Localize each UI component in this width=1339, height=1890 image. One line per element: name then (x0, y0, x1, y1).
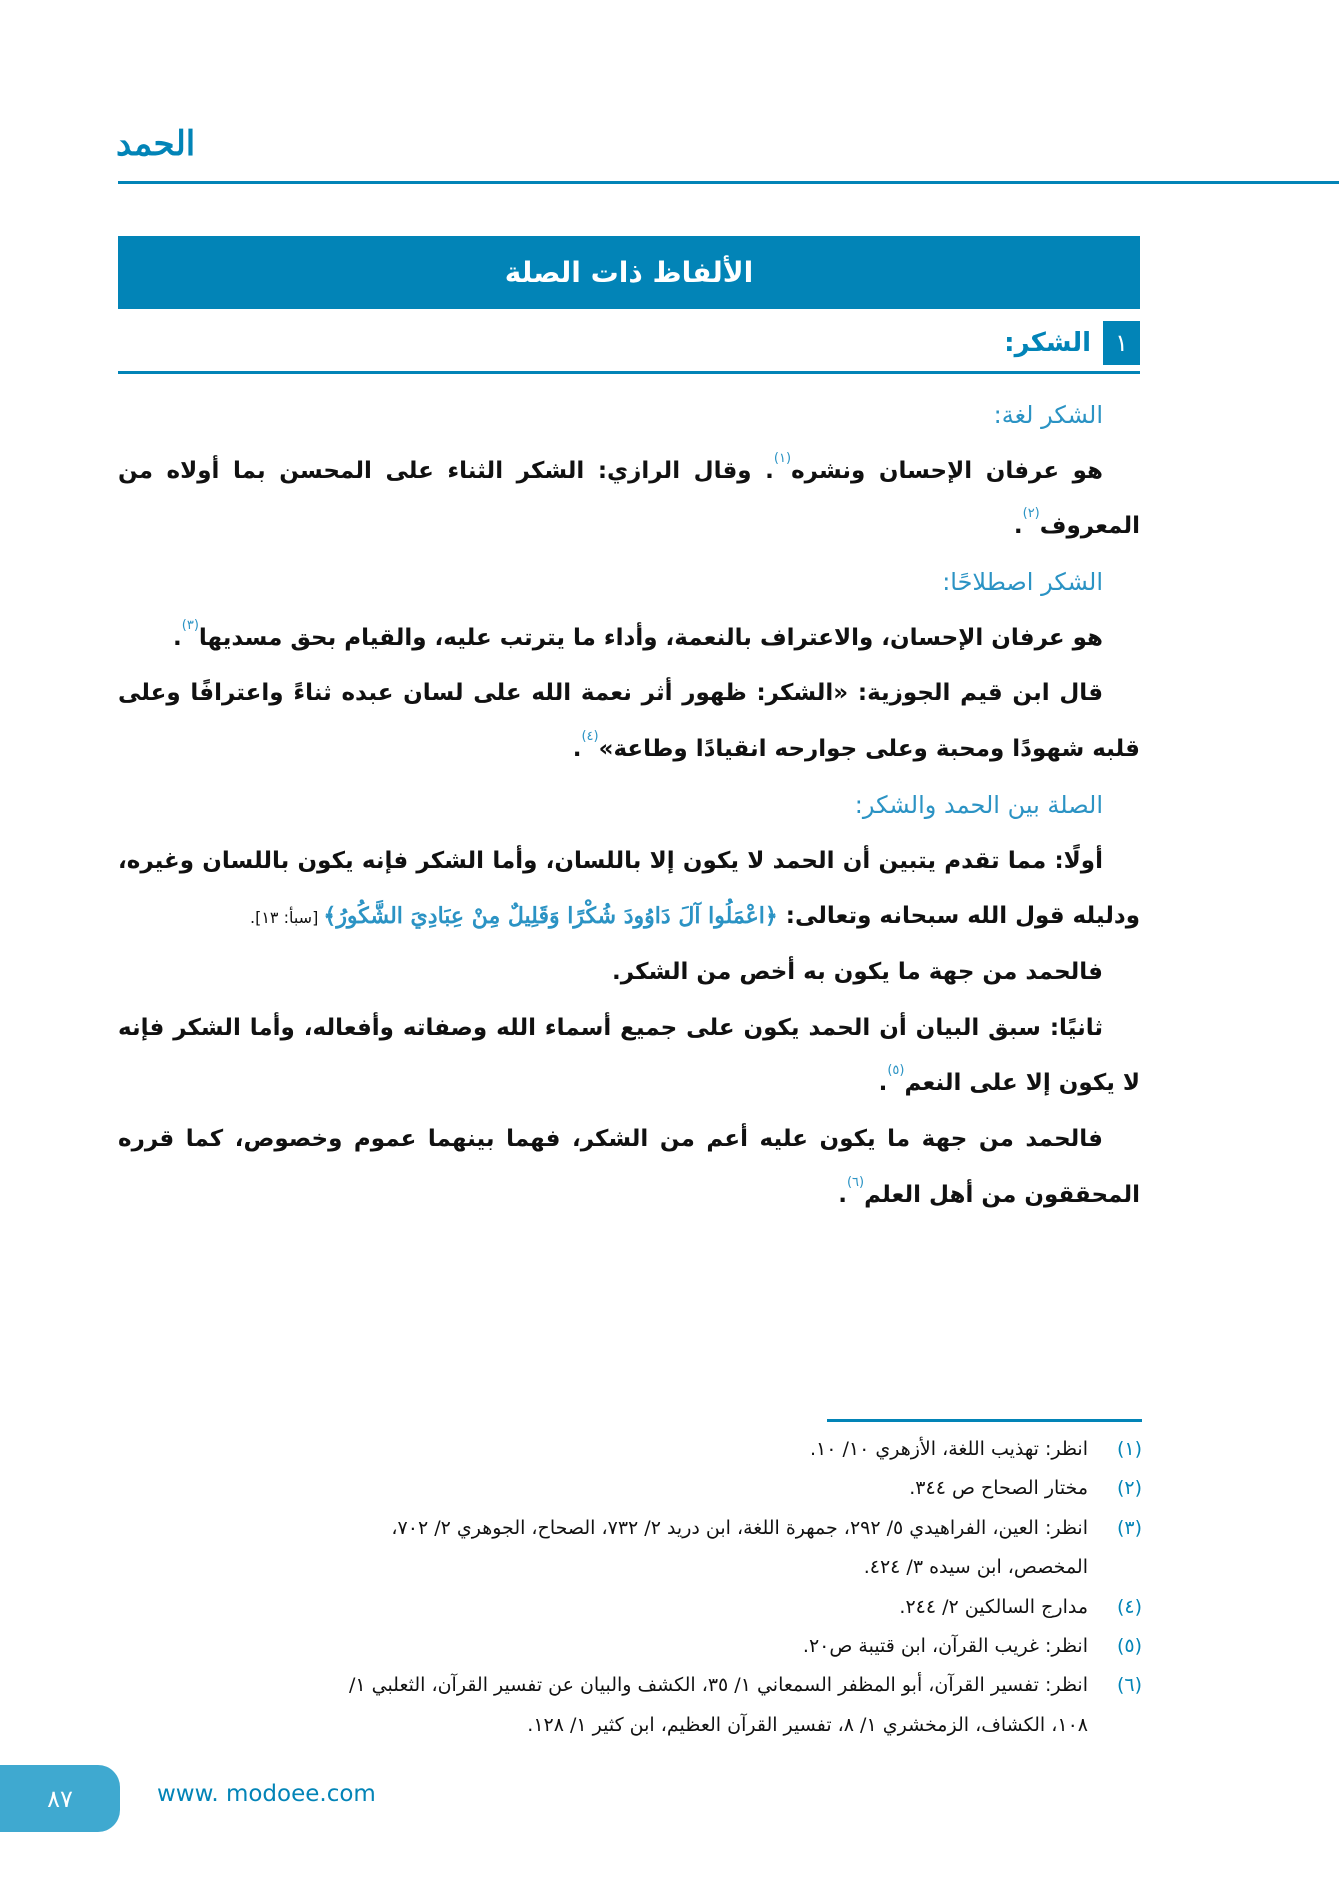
text-line (118, 611, 1140, 667)
text: هو عرفان الإحسان ونشره (791, 457, 1103, 484)
header-rule (118, 181, 1339, 184)
text-line (118, 1168, 1140, 1224)
text-line (118, 1056, 1140, 1112)
footnote-number: (٢) (1116, 1477, 1142, 1500)
footnote-number: (١) (1116, 1438, 1142, 1460)
text: المعروف (1039, 513, 1140, 540)
text: . (572, 736, 582, 763)
text: هو عرفان الإحسان، والاعتراف بالنعمة، وأداء ما يترتب عليه، والقيام بحق مسديها (198, 624, 1103, 651)
text: . (173, 624, 182, 651)
text: ودليله قول الله سبحانه وتعالى: (777, 903, 1140, 930)
banner-title: الألفاظ ذات الصلة (504, 256, 754, 289)
heading-technical: الشكر اصطلاحًا: (942, 568, 1103, 597)
text: . (878, 1070, 888, 1097)
footnote-text: مدارج السالكين ٢/ ٢٤٤. (899, 1595, 1088, 1618)
text: لا يكون إلا على النعم (904, 1070, 1140, 1097)
footnote-text: انظر: تفسير القرآن، أبو المظفر السمعاني ١/ ٣٥، الكشف والبيان عن تفسير القرآن، الثعلبي ١/ (348, 1674, 1088, 1697)
verse-citation: [سبأ: ١٣]. (249, 908, 324, 928)
footnote (118, 1469, 1142, 1508)
text-line: أولًا: مما تقدم يتبين أن الحمد لا يكون إلا باللسان، وأما الشكر فإنه يكون باللسان وغيره، (118, 847, 1103, 874)
footnote-text: ١٠٨، الكشاف، الزمخشري ١/ ٨، تفسير القرآن العظيم، ابن كثير ١/ ١٢٨. (527, 1713, 1088, 1736)
footnote (118, 1627, 1142, 1666)
footnote-ref[interactable]: (٥) (887, 1063, 905, 1079)
text-line: فالحمد من جهة ما يكون عليه أعم من الشكر، فهما بينهما عموم وخصوص، كما قرره (118, 1125, 1103, 1152)
subsection-title: الشكر: (1004, 328, 1091, 358)
body-text (118, 388, 1140, 1223)
website-link[interactable]: www. modoee.com (157, 1781, 376, 1807)
footnote-text: مختار الصحاح ص ٣٤٤. (909, 1477, 1088, 1500)
subsection-number: ١ (1103, 321, 1140, 365)
subsection-header (118, 321, 1140, 365)
footnote (118, 1509, 1142, 1588)
subsection-rule (118, 371, 1140, 374)
chapter-logo: الحمد (116, 124, 196, 164)
footnote-number: (٣) (1116, 1516, 1142, 1539)
heading-linguistic: الشكر لغة: (993, 401, 1103, 429)
page-number-tab (0, 1765, 120, 1832)
text: قلبه شهودًا ومحبة وعلى جوارحه انقيادًا وطاعة» (598, 736, 1140, 763)
text-line: ثانيًا: سبق البيان أن الحمد يكون على جميع أسماء الله وصفاته وأفعاله، وأما الشكر فإنه (118, 1014, 1103, 1041)
text: المحققون من أهل العلم (864, 1181, 1140, 1208)
text: . وقال الرازي: الشكر الثناء على المحسن بما أولاه من (118, 457, 774, 484)
footnote-ref[interactable]: (٦) (846, 1174, 865, 1190)
footnote-text: انظر: العين، الفراهيدي ٥/ ٢٩٢، جمهرة اللغة، ابن دريد ٢/ ٧٣٢، الصحاح، الجوهري ٢/ ٧٠٢، (391, 1516, 1088, 1539)
text-line (118, 444, 1140, 500)
footnote-text: انظر: غريب القرآن، ابن قتيبة ص٢٠. (802, 1635, 1088, 1658)
footnote-number: (٦) (1116, 1674, 1142, 1697)
text-line: فالحمد من جهة ما يكون به أخص من الشكر. (612, 958, 1103, 985)
footnote-ref[interactable]: (٤) (581, 729, 599, 745)
section-banner (118, 236, 1140, 309)
footnote-ref[interactable]: (٣) (181, 617, 199, 633)
footnotes-rule (827, 1419, 1142, 1422)
footnote-ref[interactable]: (٢) (1022, 506, 1040, 522)
footnote-number: (٤) (1116, 1595, 1142, 1618)
footnote-ref[interactable]: (١) (773, 450, 792, 466)
page-number: ٨٧ (47, 1784, 73, 1813)
text-line (118, 722, 1140, 778)
text: . (838, 1181, 847, 1208)
footnote-number: (٥) (1116, 1635, 1142, 1658)
footnote (118, 1588, 1142, 1627)
text-line (118, 889, 1140, 945)
footnote-text: المخصص، ابن سيده ٣/ ٤٢٤. (863, 1556, 1088, 1579)
footnotes (118, 1430, 1142, 1745)
footnote (118, 1666, 1142, 1745)
text-line: قال ابن قيم الجوزية: «الشكر: ظهور أثر نعمة الله على لسان عبده ثناءً واعترافًا وعلى (118, 680, 1103, 707)
footnote-text: انظر: تهذيب اللغة، الأزهري ١٠/ ١٠. (809, 1438, 1088, 1460)
text: . (1013, 513, 1023, 540)
heading-relation: الصلة بين الحمد والشكر: (854, 790, 1103, 819)
text-line (118, 499, 1140, 555)
footnote (118, 1430, 1142, 1469)
quran-verse: ﴿اعْمَلُوا آلَ دَاوُودَ شُكْرًا وَقَلِيلٌ مِنْ عِبَادِيَ الشَّكُورُ﴾ (323, 903, 778, 930)
